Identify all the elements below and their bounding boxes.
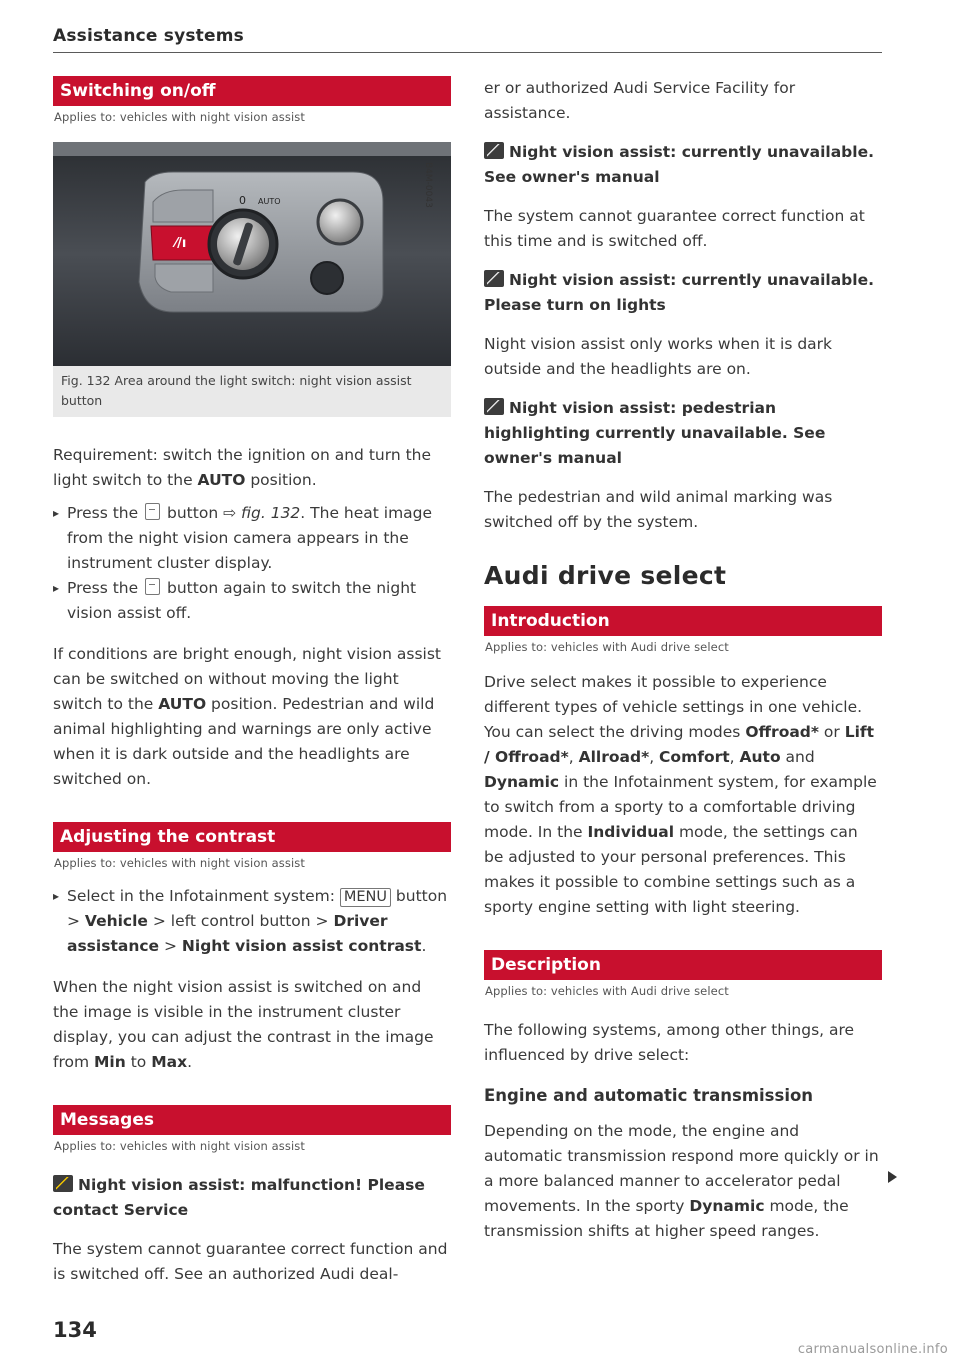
svg-text:0: 0 bbox=[239, 194, 246, 207]
night-vision-warning-icon bbox=[53, 1175, 73, 1192]
message-pedestrian-body: The pedestrian and wild animal marking was switched off by the system. bbox=[484, 488, 833, 531]
message-turn-on-lights: Night vision assist: currently unavailable. Please turn on lights bbox=[484, 271, 874, 314]
step-press-button: ▸ Press the button ⇨ fig. 132. The heat image from the night vision camera appears in the instrument cluster display. bbox=[53, 501, 451, 576]
figure-caption: Fig. 132 Area around the light switch: night vision assist button bbox=[53, 366, 451, 417]
svg-text:⁄/ı: ⁄/ı bbox=[175, 236, 187, 251]
section-heading-description: Description bbox=[484, 950, 882, 980]
contrast-paragraph: When the night vision assist is switched on and the image is visible in the instrument cluster display, you can adjust the contrast in the image from Min to Max. bbox=[53, 978, 434, 1071]
section-heading-messages: Messages bbox=[53, 1105, 451, 1135]
step-press-again: ▸ Press the button again to switch the night vision assist off. bbox=[53, 576, 451, 626]
applies-note: Applies to: vehicles with night vision assist bbox=[54, 856, 305, 870]
night-vision-button-icon bbox=[145, 503, 160, 520]
description-paragraph: The following systems, among other things, are influenced by drive select: bbox=[484, 1021, 855, 1064]
conditions-paragraph: If conditions are bright enough, night vision assist can be switched on without moving the light switch to the AUTO position. Pedestrian and wild animal highlighting and warnings are only active when it is dark outside and the headlights are switched on. bbox=[53, 645, 441, 788]
intro-paragraph: Drive select makes it possible to experience different types of vehicle settings in one vehicle. You can select the driving modes Offroad* or Lift / Offroad*, Allroad*, Comfort, Auto and Dynamic in the Infotainment system, for example to switch from a sporty to a comfortable driving mode. In the Individual mode, the settings can be adjusted to your personal preferences. This makes it possible to combine settings such as a sporty engine setting with light steering. bbox=[484, 673, 877, 916]
subheading-engine-transmission: Engine and automatic transmission bbox=[484, 1086, 814, 1105]
message-malfunction: Night vision assist: malfunction! Please contact Service bbox=[53, 1176, 425, 1219]
figure-132 bbox=[53, 142, 451, 417]
continue-arrow-icon bbox=[888, 1171, 897, 1183]
message-malfunction-body: The system cannot guarantee correct function and is switched off. See an authorized Audi deal- bbox=[53, 1240, 448, 1283]
night-vision-warning-icon bbox=[484, 270, 504, 287]
right-column bbox=[484, 76, 882, 1244]
message-unavailable-body: The system cannot guarantee correct function at this time and is switched off. bbox=[484, 207, 865, 250]
running-head: Assistance systems bbox=[53, 26, 244, 46]
requirement-text: Requirement: switch the ignition on and turn the light switch to the AUTO position. bbox=[53, 446, 432, 489]
figure-reference-link[interactable]: fig. 132 bbox=[241, 504, 301, 522]
night-vision-warning-icon bbox=[484, 398, 504, 415]
chapter-title-drive-select: Audi drive select bbox=[484, 561, 727, 590]
message-pedestrian-unavailable: Night vision assist: pedestrian highlighting currently unavailable. See owner's manual bbox=[484, 399, 826, 467]
left-column bbox=[53, 76, 451, 1287]
step-select-contrast: ▸ Select in the Infotainment system: MENU button > Vehicle > left control button > Driver assistance > Night vision assist contrast. bbox=[53, 884, 451, 959]
applies-note: Applies to: vehicles with night vision assist bbox=[54, 110, 305, 124]
light-switch-photo bbox=[53, 142, 451, 366]
figure-code: B4M-0043 bbox=[423, 162, 433, 208]
engine-paragraph: Depending on the mode, the engine and automatic transmission respond more quickly or in a more balanced manner to accelerator pedal movements. In the sporty Dynamic mode, the transmission shifts at higher speed ranges. bbox=[484, 1122, 879, 1240]
watermark: carmanualsonline.info bbox=[797, 1342, 948, 1357]
message-malfunction-body-cont: er or authorized Audi Service Facility for assistance. bbox=[484, 79, 796, 122]
section-heading-introduction: Introduction bbox=[484, 606, 882, 636]
page-number: 134 bbox=[53, 1318, 97, 1342]
menu-key: MENU bbox=[340, 888, 391, 907]
applies-note: Applies to: vehicles with Audi drive select bbox=[485, 984, 729, 998]
section-heading-switching: Switching on/off bbox=[53, 76, 451, 106]
header-rule bbox=[53, 52, 882, 53]
message-unavailable: Night vision assist: currently unavailable. See owner's manual bbox=[484, 143, 874, 186]
section-heading-contrast: Adjusting the contrast bbox=[53, 822, 451, 852]
night-vision-button-icon bbox=[145, 578, 160, 595]
message-turn-on-lights-body: Night vision assist only works when it is dark outside and the headlights are on. bbox=[484, 335, 833, 378]
applies-note: Applies to: vehicles with night vision assist bbox=[54, 1139, 305, 1153]
auto-label: AUTO bbox=[258, 197, 281, 206]
applies-note: Applies to: vehicles with Audi drive select bbox=[485, 640, 729, 654]
night-vision-warning-icon bbox=[484, 142, 504, 159]
